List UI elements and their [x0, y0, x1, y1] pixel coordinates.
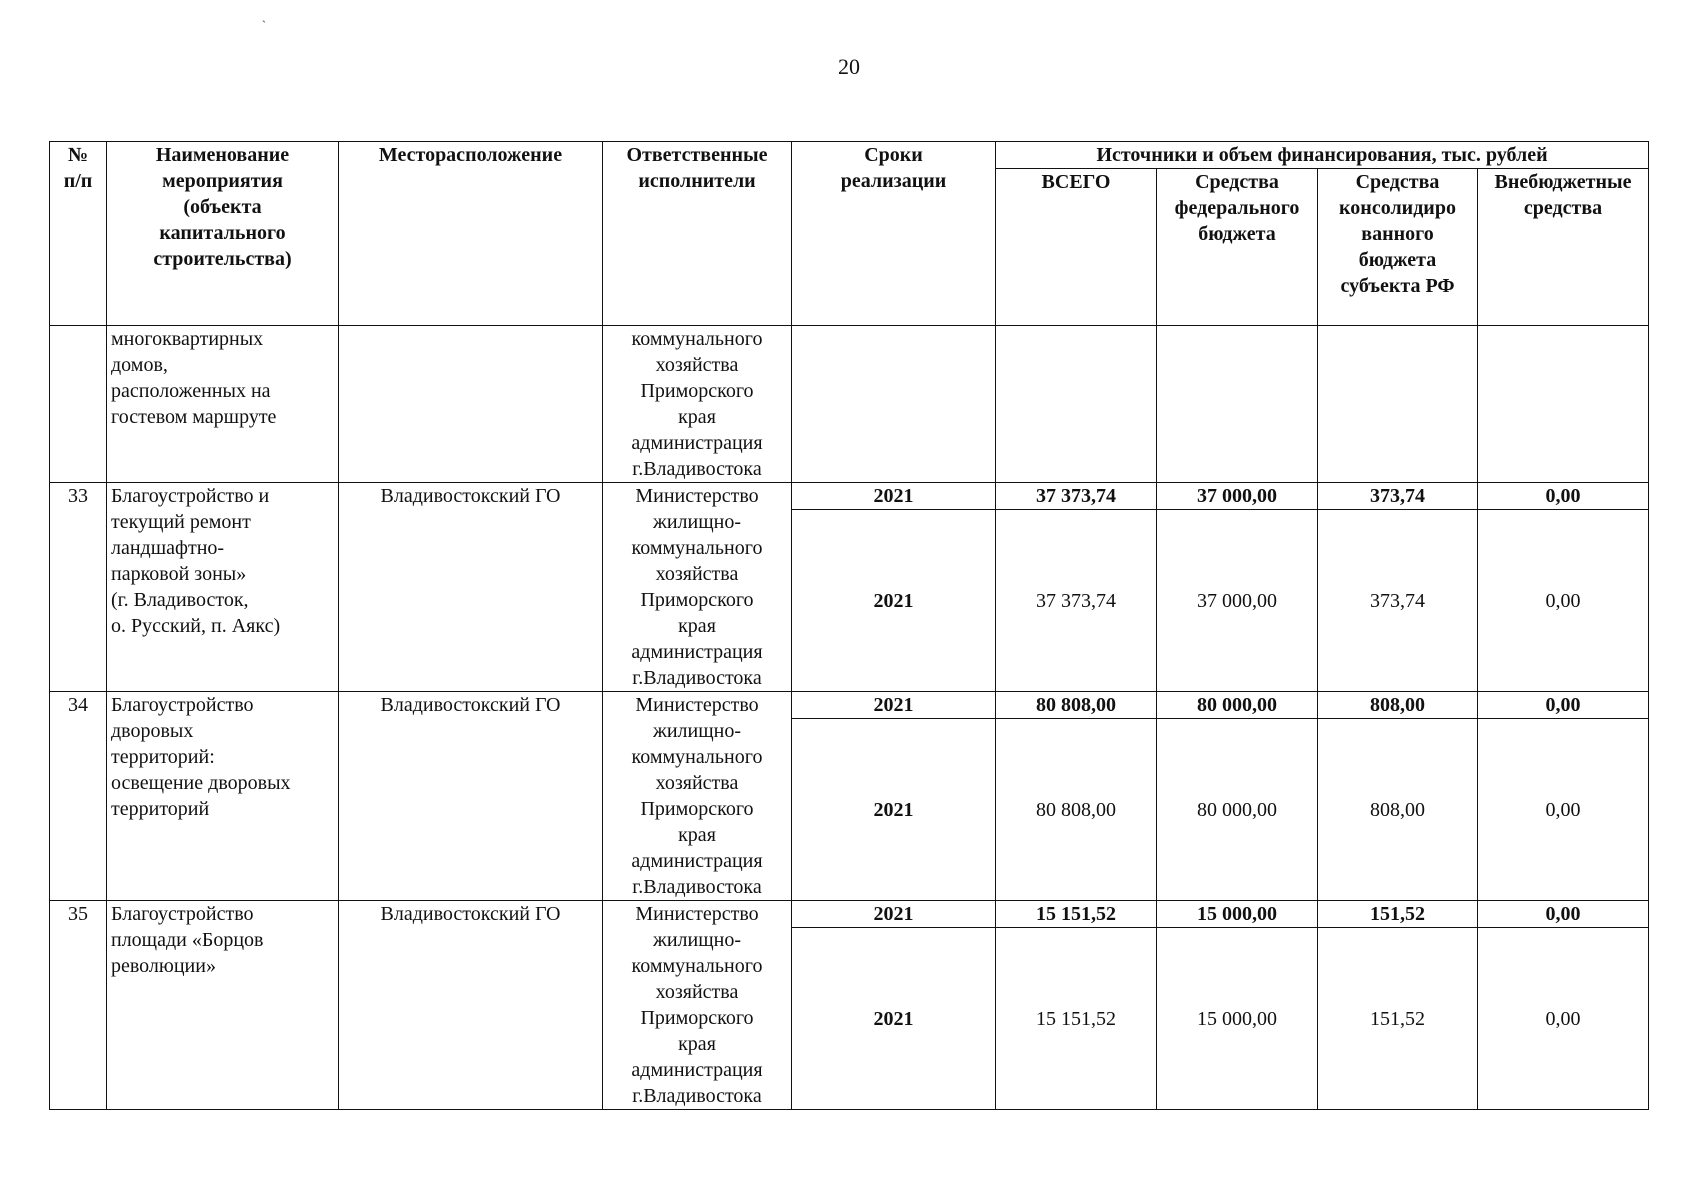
- detail-regional: 808,00: [1318, 719, 1478, 901]
- summary-federal: 37 000,00: [1157, 483, 1318, 510]
- cont-extra: [1478, 326, 1649, 483]
- table-row: [50, 483, 1649, 510]
- continuation-row: [50, 326, 1649, 483]
- detail-year: 2021: [792, 719, 996, 901]
- header-federal: Средства федерального бюджета: [1157, 169, 1318, 326]
- summary-total: 37 373,74: [996, 483, 1157, 510]
- summary-extra: 0,00: [1478, 901, 1649, 928]
- scan-mark: `: [262, 18, 266, 32]
- row-executors: Министерство жилищно- коммунального хозяйства Приморского края администрация г.Владивостока: [603, 483, 792, 692]
- header-extra: Внебюджетные средства: [1478, 169, 1649, 326]
- header-num: № п/п: [50, 142, 107, 326]
- row-location: Владивостокский ГО: [339, 483, 603, 692]
- summary-regional: 808,00: [1318, 692, 1478, 719]
- header-regional: Средства консолидиро ванного бюджета субъекта РФ: [1318, 169, 1478, 326]
- row-name: Благоустройство площади «Борцов революции»: [107, 901, 339, 1110]
- page-number: 20: [838, 54, 860, 79]
- summary-total: 80 808,00: [996, 692, 1157, 719]
- detail-regional: 151,52: [1318, 928, 1478, 1110]
- detail-extra: 0,00: [1478, 510, 1649, 692]
- cont-total: [996, 326, 1157, 483]
- row-name: Благоустройство и текущий ремонт ландшафтно- парковой зоны» (г. Владивосток, о. Русский, п. Аякс): [107, 483, 339, 692]
- table-row: [50, 901, 1649, 928]
- summary-federal: 15 000,00: [1157, 901, 1318, 928]
- detail-year: 2021: [792, 510, 996, 692]
- row-location: Владивостокский ГО: [339, 901, 603, 1110]
- header-location: Месторасположение: [339, 142, 603, 326]
- cont-num: [50, 326, 107, 483]
- financing-table: [49, 141, 1649, 1110]
- row-executors: Министерство жилищно- коммунального хозяйства Приморского края администрация г.Владивостока: [603, 901, 792, 1110]
- summary-federal: 80 000,00: [1157, 692, 1318, 719]
- cont-location: [339, 326, 603, 483]
- table-row: [50, 692, 1649, 719]
- header-period: Сроки реализации: [792, 142, 996, 326]
- summary-year: 2021: [792, 901, 996, 928]
- summary-regional: 373,74: [1318, 483, 1478, 510]
- cont-regional: [1318, 326, 1478, 483]
- detail-federal: 15 000,00: [1157, 928, 1318, 1110]
- summary-year: 2021: [792, 483, 996, 510]
- row-num: 33: [50, 483, 107, 692]
- detail-extra: 0,00: [1478, 719, 1649, 901]
- summary-year: 2021: [792, 692, 996, 719]
- detail-total: 15 151,52: [996, 928, 1157, 1110]
- detail-extra: 0,00: [1478, 928, 1649, 1110]
- cont-executors: коммунального хозяйства Приморского края администрация г.Владивостока: [603, 326, 792, 483]
- detail-total: 37 373,74: [996, 510, 1157, 692]
- summary-extra: 0,00: [1478, 483, 1649, 510]
- header-total: ВСЕГО: [996, 169, 1157, 326]
- row-executors: Министерство жилищно- коммунального хозяйства Приморского края администрация г.Владивостока: [603, 692, 792, 901]
- row-name: Благоустройство дворовых территорий: освещение дворовых территорий: [107, 692, 339, 901]
- row-num: 34: [50, 692, 107, 901]
- summary-regional: 151,52: [1318, 901, 1478, 928]
- detail-total: 80 808,00: [996, 719, 1157, 901]
- detail-federal: 37 000,00: [1157, 510, 1318, 692]
- cont-federal: [1157, 326, 1318, 483]
- detail-regional: 373,74: [1318, 510, 1478, 692]
- header-sources: Источники и объем финансирования, тыс. рублей: [996, 142, 1649, 169]
- summary-total: 15 151,52: [996, 901, 1157, 928]
- row-num: 35: [50, 901, 107, 1110]
- detail-federal: 80 000,00: [1157, 719, 1318, 901]
- header-name: Наименование мероприятия (объекта капитального строительства): [107, 142, 339, 326]
- cont-name: многоквартирных домов, расположенных на гостевом маршруте: [107, 326, 339, 483]
- header-executors: Ответственные исполнители: [603, 142, 792, 326]
- row-location: Владивостокский ГО: [339, 692, 603, 901]
- cont-period: [792, 326, 996, 483]
- detail-year: 2021: [792, 928, 996, 1110]
- header-row-1: [50, 142, 1649, 169]
- summary-extra: 0,00: [1478, 692, 1649, 719]
